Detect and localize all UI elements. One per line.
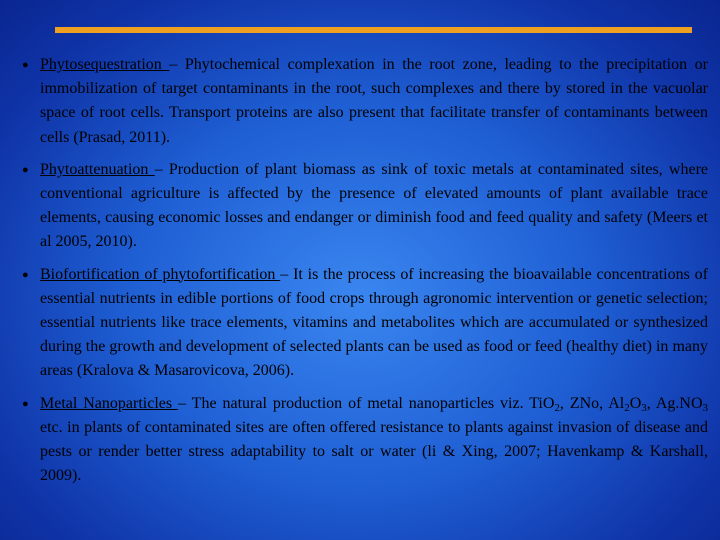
description-part: etc. in plants of contaminated sites are often offered resistance to plants against invasion of disease and pests or render better stress adaptability to salt or water (li & Xing, 2007; Havenkamp & Karshall, 2009).	[40, 418, 708, 485]
bullet-icon: ●	[22, 268, 29, 281]
subscript: 2	[554, 401, 560, 414]
description-part: , ZNo, Al	[559, 394, 625, 412]
description-part: , Ag.NO	[646, 394, 703, 412]
subscript: 3	[702, 401, 709, 414]
list-item-biofortification	[18, 263, 708, 384]
term: Phytoattenuation	[40, 160, 155, 178]
description: – Phytochemical complexation in the root zone, leading to the precipitation or immobilization of target contaminants in the root, such complexes and there by stored in the vacuolar space of root cells. Transport proteins are also present that facilitate transfer of contaminants between cells (Prasad, 2011).	[40, 56, 709, 146]
term: Metal Nanoparticles	[40, 394, 179, 412]
bullet-icon: ●	[22, 59, 29, 71]
subscript: 3	[641, 401, 647, 414]
list-item-phytoattenuation	[18, 158, 708, 255]
list-item-phytosequestration	[18, 53, 708, 150]
list-item-metal-nanoparticles	[18, 392, 708, 489]
bullet-icon: ●	[22, 397, 29, 410]
term: Biofortification of phytofortification	[40, 265, 281, 283]
description-part: – The natural production of metal nanoparticles viz. TiO	[178, 394, 555, 412]
subscript: 2	[624, 401, 630, 414]
term: Phytosequestration	[40, 56, 170, 73]
description: – Production of plant biomass as sink of toxic metals at contaminated sites, where conventional agriculture is affected by the presence of elevated amounts of plant available trace elements, causing economic losses and endanger or diminish food and feed quality and safety (Meers et al 2005, 2010).	[40, 160, 708, 251]
bullet-icon: ●	[22, 163, 29, 176]
bullet-list	[18, 53, 708, 496]
description: – It is the process of increasing the bioavailable concentrations of essential nutrients in edible portions of food crops through agronomic intervention or genetic selection; essential nutrients like trace elements, vitamins and metabolites which are accumulated or synthesized during the growth and development of selected plants can be used as food or feed (healthy diet) in many areas (Kralova & Masarovicova, 2006).	[40, 265, 709, 380]
description-part: O	[629, 394, 642, 412]
accent-bar	[55, 27, 692, 33]
